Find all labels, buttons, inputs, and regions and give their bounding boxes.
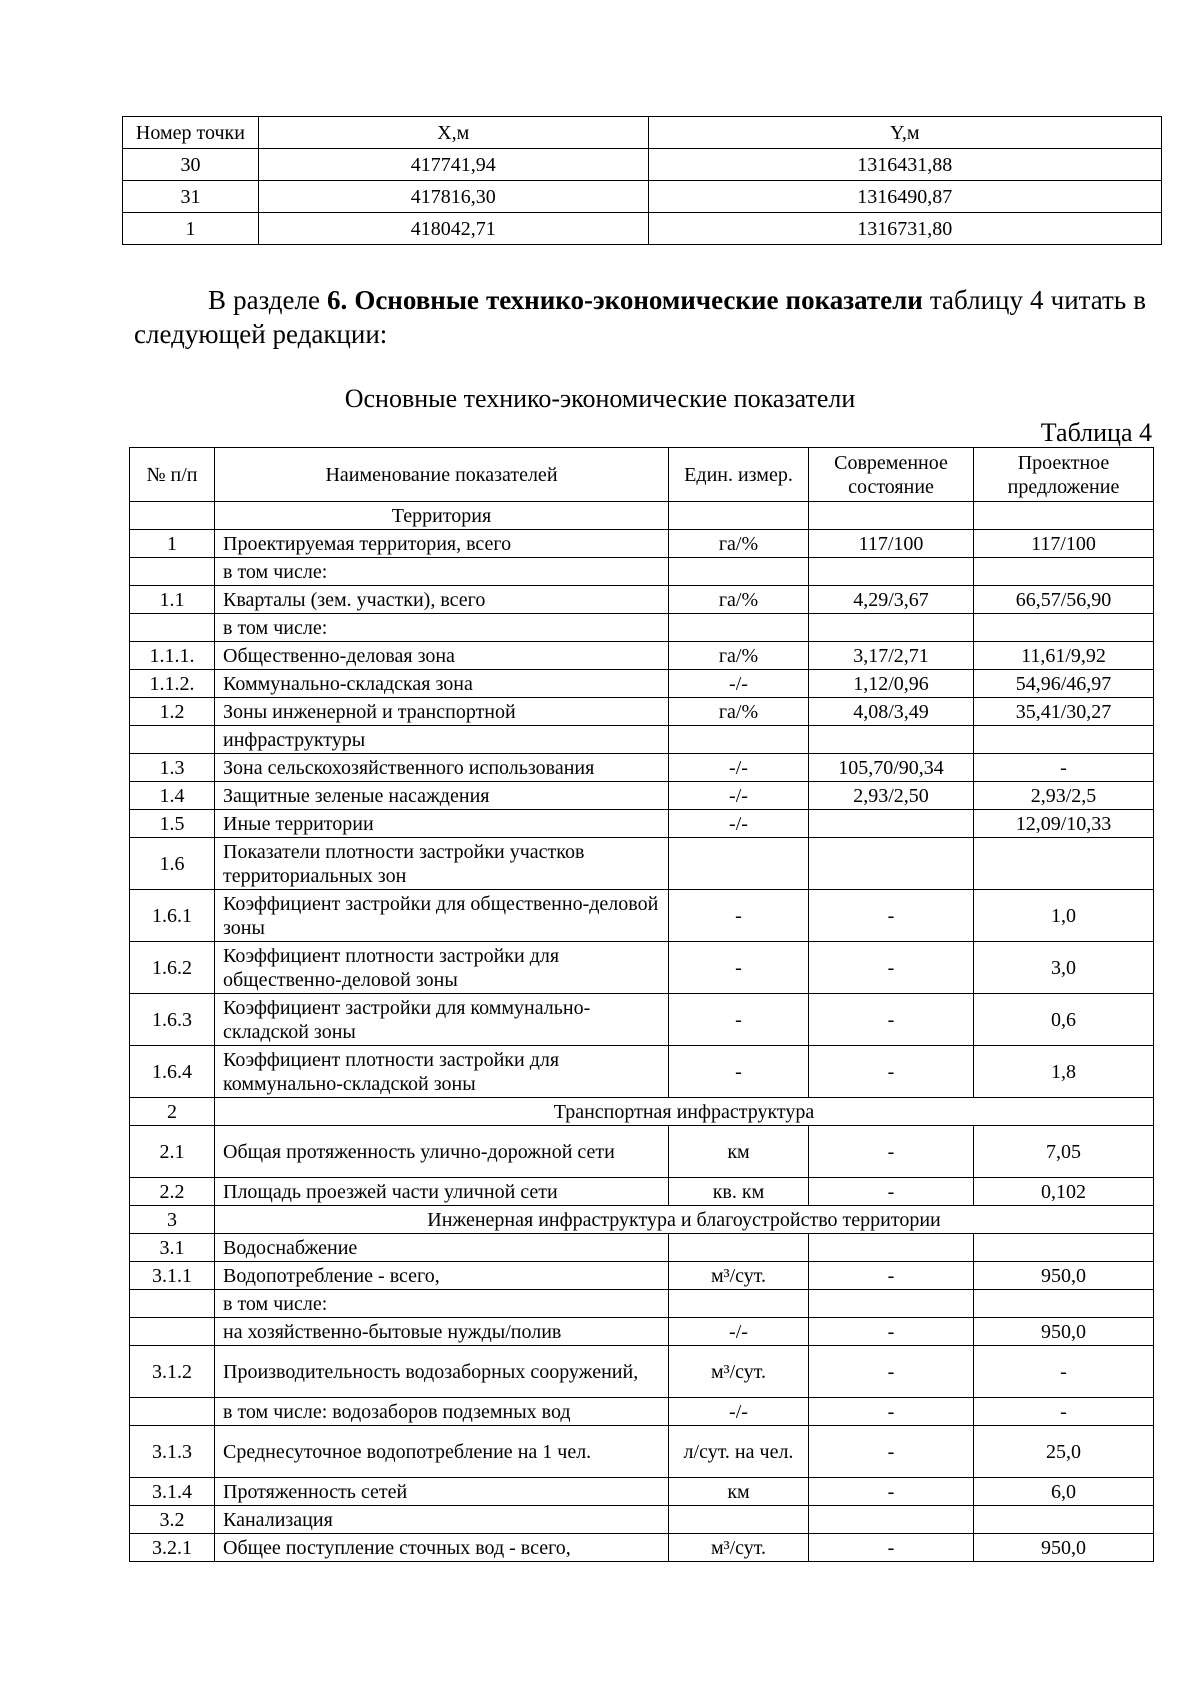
proposed-value-cell: 3,0 <box>974 942 1154 994</box>
table-row <box>130 1506 1154 1534</box>
table-row <box>130 502 1154 530</box>
table-row <box>130 1290 1154 1318</box>
row-number-cell: 1.1.1. <box>130 642 215 670</box>
row-number-cell <box>130 1290 215 1318</box>
proposed-value-cell <box>974 726 1154 754</box>
proposed-value-cell: 11,61/9,92 <box>974 642 1154 670</box>
unit-cell: км <box>669 1478 809 1506</box>
table-row <box>130 726 1154 754</box>
proposed-value-cell: - <box>974 1398 1154 1426</box>
unit-cell: -/- <box>669 1398 809 1426</box>
unit-cell: -/- <box>669 1318 809 1346</box>
proposed-value-cell <box>974 1290 1154 1318</box>
row-number-cell: 1.1.2. <box>130 670 215 698</box>
indicator-name-cell: Зоны инженерной и транспортной <box>215 698 669 726</box>
table-row <box>130 942 1154 994</box>
proposed-value-cell <box>974 614 1154 642</box>
row-number-cell: 3.1.2 <box>130 1346 215 1398</box>
instruction-paragraph <box>134 283 1146 351</box>
coords-cell: 1316490,87 <box>648 181 1162 213</box>
proposed-value-cell: 0,102 <box>974 1178 1154 1206</box>
row-number-cell: 1.3 <box>130 754 215 782</box>
indicator-name-cell: Коэффициент плотности застройки для коммунально-складской зоны <box>215 1046 669 1098</box>
row-number-cell: 1.6.3 <box>130 994 215 1046</box>
indicator-name-cell: в том числе: водозаборов подземных вод <box>215 1398 669 1426</box>
coords-cell: 417741,94 <box>258 149 648 181</box>
indicator-name-cell: Коэффициент плотности застройки для общественно-деловой зоны <box>215 942 669 994</box>
indicator-name-cell: Общее поступление сточных вод - всего, <box>215 1534 669 1562</box>
table-header-cell: Современное состояние <box>809 448 974 502</box>
unit-cell: м³/сут. <box>669 1262 809 1290</box>
unit-cell: га/% <box>669 586 809 614</box>
indicator-name-cell: Коэффициент застройки для коммунально-складской зоны <box>215 994 669 1046</box>
current-value-cell: - <box>809 1346 974 1398</box>
indicator-name-cell: в том числе: <box>215 1290 669 1318</box>
indicator-name-cell: Показатели плотности застройки участков территориальных зон <box>215 838 669 890</box>
table-row <box>130 530 1154 558</box>
proposed-value-cell <box>974 558 1154 586</box>
row-number-cell: 1.2 <box>130 698 215 726</box>
table-row <box>130 994 1154 1046</box>
unit-cell <box>669 1234 809 1262</box>
paragraph-suffix: таблицу 4 читать в следующей редакции: <box>134 285 1146 349</box>
indicator-name-cell: Общественно-деловая зона <box>215 642 669 670</box>
table-row <box>130 586 1154 614</box>
unit-cell: кв. км <box>669 1178 809 1206</box>
row-number-cell: 3.1.3 <box>130 1426 215 1478</box>
table-row <box>130 782 1154 810</box>
paragraph-bold-section: 6. Основные технико-экономические показатели <box>327 285 923 315</box>
coords-cell: 1316431,88 <box>648 149 1162 181</box>
current-value-cell: - <box>809 1262 974 1290</box>
indicator-name-cell: Защитные зеленые насаждения <box>215 782 669 810</box>
table-row <box>130 1126 1154 1178</box>
row-number-cell: 1.1 <box>130 586 215 614</box>
proposed-value-cell: 2,93/2,5 <box>974 782 1154 810</box>
coords-header-cell: Номер точки <box>123 117 259 149</box>
coords-cell: 417816,30 <box>258 181 648 213</box>
indicators-table <box>129 447 1154 1562</box>
row-number-cell <box>130 1398 215 1426</box>
current-value-cell <box>809 1506 974 1534</box>
proposed-value-cell: 950,0 <box>974 1534 1154 1562</box>
indicator-name-cell: инфраструктуры <box>215 726 669 754</box>
unit-cell: км <box>669 1126 809 1178</box>
indicator-name-cell: Площадь проезжей части уличной сети <box>215 1178 669 1206</box>
current-value-cell <box>809 726 974 754</box>
table-title: Основные технико-экономические показатели <box>344 384 856 413</box>
coords-cell: 1316731,80 <box>648 213 1162 245</box>
table-row <box>130 614 1154 642</box>
row-number-cell <box>130 614 215 642</box>
current-value-cell <box>809 614 974 642</box>
proposed-value-cell: - <box>974 754 1154 782</box>
row-number-cell: 1.6 <box>130 838 215 890</box>
proposed-value-cell: 54,96/46,97 <box>974 670 1154 698</box>
unit-cell: -/- <box>669 782 809 810</box>
row-number-cell: 3.2.1 <box>130 1534 215 1562</box>
unit-cell <box>669 502 809 530</box>
indicator-name-cell: Коммунально-складская зона <box>215 670 669 698</box>
indicator-name-cell: Проектируемая территория, всего <box>215 530 669 558</box>
table-row <box>130 1534 1154 1562</box>
current-value-cell: - <box>809 890 974 942</box>
table-header-row <box>130 448 1154 502</box>
indicator-name-cell: Производительность водозаборных сооружений, <box>215 1346 669 1398</box>
table-row <box>130 1478 1154 1506</box>
table-row <box>130 1346 1154 1398</box>
proposed-value-cell: - <box>974 1346 1154 1398</box>
row-number-cell: 3.2 <box>130 1506 215 1534</box>
row-number-cell: 2.1 <box>130 1126 215 1178</box>
unit-cell: - <box>669 994 809 1046</box>
unit-cell <box>669 614 809 642</box>
row-number-cell: 1.5 <box>130 810 215 838</box>
unit-cell: -/- <box>669 754 809 782</box>
unit-cell: м³/сут. <box>669 1534 809 1562</box>
proposed-value-cell: 7,05 <box>974 1126 1154 1178</box>
table-row <box>130 1178 1154 1206</box>
table-row <box>130 642 1154 670</box>
unit-cell: -/- <box>669 670 809 698</box>
proposed-value-cell: 66,57/56,90 <box>974 586 1154 614</box>
row-number-cell: 1.6.2 <box>130 942 215 994</box>
indicator-name-cell: Водоснабжение <box>215 1234 669 1262</box>
unit-cell <box>669 726 809 754</box>
table-row <box>130 754 1154 782</box>
unit-cell: га/% <box>669 642 809 670</box>
row-number-cell: 1 <box>130 530 215 558</box>
coords-header-cell: Y,м <box>648 117 1162 149</box>
table-row <box>130 1262 1154 1290</box>
row-number-cell <box>130 558 215 586</box>
paragraph-prefix: В разделе <box>208 285 327 315</box>
row-number-cell <box>130 1318 215 1346</box>
unit-cell: -/- <box>669 810 809 838</box>
current-value-cell: - <box>809 994 974 1046</box>
table-number: Таблица 4 <box>1040 418 1152 447</box>
current-value-cell: 4,29/3,67 <box>809 586 974 614</box>
current-value-cell: 4,08/3,49 <box>809 698 974 726</box>
table-row <box>130 558 1154 586</box>
current-value-cell: 105,70/90,34 <box>809 754 974 782</box>
proposed-value-cell: 950,0 <box>974 1318 1154 1346</box>
row-number-cell <box>130 502 215 530</box>
proposed-value-cell: 950,0 <box>974 1262 1154 1290</box>
row-number-cell: 1.4 <box>130 782 215 810</box>
unit-cell: - <box>669 890 809 942</box>
current-value-cell <box>809 810 974 838</box>
current-value-cell <box>809 838 974 890</box>
table-row <box>130 1046 1154 1098</box>
current-value-cell: - <box>809 1478 974 1506</box>
coordinates-table <box>122 116 1162 245</box>
coords-cell: 418042,71 <box>258 213 648 245</box>
current-value-cell: - <box>809 1534 974 1562</box>
row-number-cell: 3 <box>130 1206 215 1234</box>
indicator-name-cell: Протяженность сетей <box>215 1478 669 1506</box>
section-heading-cell: Инженерная инфраструктура и благоустройство территории <box>215 1206 1154 1234</box>
row-number-cell: 3.1 <box>130 1234 215 1262</box>
row-number-cell: 2.2 <box>130 1178 215 1206</box>
indicator-name-cell: Кварталы (зем. участки), всего <box>215 586 669 614</box>
indicator-name-cell: на хозяйственно-бытовые нужды/полив <box>215 1318 669 1346</box>
table-row <box>130 810 1154 838</box>
indicator-name-cell: Иные территории <box>215 810 669 838</box>
table-header-cell: Проектное предложение <box>974 448 1154 502</box>
section-heading-cell: Транспортная инфраструктура <box>215 1098 1154 1126</box>
current-value-cell: - <box>809 1046 974 1098</box>
current-value-cell: - <box>809 1126 974 1178</box>
current-value-cell <box>809 558 974 586</box>
table-row <box>130 1426 1154 1478</box>
coords-cell: 30 <box>123 149 259 181</box>
unit-cell <box>669 838 809 890</box>
proposed-value-cell <box>974 1506 1154 1534</box>
current-value-cell: - <box>809 1178 974 1206</box>
current-value-cell: - <box>809 1426 974 1478</box>
current-value-cell: - <box>809 1398 974 1426</box>
table-header-cell: № п/п <box>130 448 215 502</box>
proposed-value-cell: 1,8 <box>974 1046 1154 1098</box>
row-number-cell <box>130 726 215 754</box>
table-row <box>130 1398 1154 1426</box>
current-value-cell: - <box>809 942 974 994</box>
proposed-value-cell: 25,0 <box>974 1426 1154 1478</box>
proposed-value-cell <box>974 1234 1154 1262</box>
proposed-value-cell: 12,09/10,33 <box>974 810 1154 838</box>
proposed-value-cell: 117/100 <box>974 530 1154 558</box>
proposed-value-cell <box>974 502 1154 530</box>
table-row <box>130 1098 1154 1126</box>
current-value-cell: 117/100 <box>809 530 974 558</box>
table-row <box>130 1206 1154 1234</box>
table-header-cell: Наименование показателей <box>215 448 669 502</box>
table-row <box>130 1234 1154 1262</box>
coords-cell: 31 <box>123 181 259 213</box>
unit-cell: - <box>669 1046 809 1098</box>
unit-cell: м³/сут. <box>669 1346 809 1398</box>
row-number-cell: 2 <box>130 1098 215 1126</box>
current-value-cell: 1,12/0,96 <box>809 670 974 698</box>
row-number-cell: 1.6.1 <box>130 890 215 942</box>
unit-cell: - <box>669 942 809 994</box>
unit-cell <box>669 558 809 586</box>
indicator-name-cell: Среднесуточное водопотребление на 1 чел. <box>215 1426 669 1478</box>
coords-row <box>123 213 1162 245</box>
row-number-cell: 1.6.4 <box>130 1046 215 1098</box>
row-number-cell: 3.1.1 <box>130 1262 215 1290</box>
indicator-name-cell: в том числе: <box>215 614 669 642</box>
unit-cell: га/% <box>669 530 809 558</box>
proposed-value-cell: 35,41/30,27 <box>974 698 1154 726</box>
indicator-name-cell: Общая протяженность улично-дорожной сети <box>215 1126 669 1178</box>
table-row <box>130 1318 1154 1346</box>
unit-cell: га/% <box>669 698 809 726</box>
row-number-cell: 3.1.4 <box>130 1478 215 1506</box>
unit-cell: л/сут. на чел. <box>669 1426 809 1478</box>
coords-cell: 1 <box>123 213 259 245</box>
current-value-cell <box>809 1234 974 1262</box>
coords-row <box>123 149 1162 181</box>
indicator-name-cell: Водопотребление - всего, <box>215 1262 669 1290</box>
current-value-cell: 3,17/2,71 <box>809 642 974 670</box>
current-value-cell: - <box>809 1318 974 1346</box>
indicator-name-cell: Коэффициент застройки для общественно-деловой зоны <box>215 890 669 942</box>
indicator-name-cell: Территория <box>215 502 669 530</box>
current-value-cell <box>809 1290 974 1318</box>
current-value-cell: 2,93/2,50 <box>809 782 974 810</box>
unit-cell <box>669 1290 809 1318</box>
coords-header-row <box>123 117 1162 149</box>
indicator-name-cell: в том числе: <box>215 558 669 586</box>
indicator-name-cell: Канализация <box>215 1506 669 1534</box>
table-row <box>130 838 1154 890</box>
table-header-cell: Един. измер. <box>669 448 809 502</box>
table-row <box>130 670 1154 698</box>
coords-header-cell: X,м <box>258 117 648 149</box>
indicator-name-cell: Зона сельскохозяйственного использования <box>215 754 669 782</box>
proposed-value-cell: 6,0 <box>974 1478 1154 1506</box>
current-value-cell <box>809 502 974 530</box>
proposed-value-cell: 0,6 <box>974 994 1154 1046</box>
unit-cell <box>669 1506 809 1534</box>
table-row <box>130 890 1154 942</box>
table-row <box>130 698 1154 726</box>
proposed-value-cell: 1,0 <box>974 890 1154 942</box>
coords-row <box>123 181 1162 213</box>
proposed-value-cell <box>974 838 1154 890</box>
